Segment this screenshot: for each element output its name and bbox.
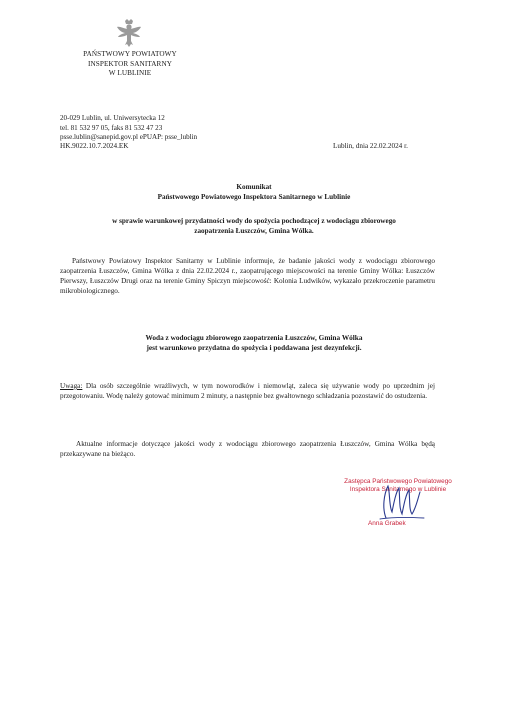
heading-line-2: Państwowego Powiatowego Inspektora Sanitarnego w Lublinie [157, 192, 351, 201]
notice-line-2: jest warunkowo przydatna do spożycia i poddawana jest dezynfekcji. [146, 343, 362, 352]
polish-eagle-emblem-icon [116, 18, 142, 48]
subject-line-2: zaopatrzenia Łuszczów, Gmina Wólka. [194, 226, 314, 235]
institution-line-1: PAŃSTWOWY POWIATOWY [83, 50, 177, 58]
address-line-2: tel. 81 532 97 05, faks 81 532 47 23 [60, 123, 163, 132]
institution-line-2: INSPEKTOR SANITARNY [87, 59, 173, 68]
uwaga-text: Dla osób szczególnie wrażliwych, w tym noworodków i niemowląt, zaleca się używanie wody po uprzednim jej przegotowaniu. Wodę należy gotować minimum 2 minuty, a następnie bez gwałtownego schładzania pozostawić do ostudzenia. [60, 382, 435, 400]
handwritten-signature [372, 478, 432, 524]
body-paragraph-1: Państwowy Powiatowy Inspektor Sanitarny w Lublinie informuje, że badanie jakości wody z wodociągu zbiorowego zaopatrzenia Łuszczów, Gmina Wólka z dnia 22.02.2024 r., zaopatrującego miejscowości na terenie Gminy Wólka: Łuszczów Pierwszy, Łuszczów Drugi oraz na terenie Gminy Spiczyn miejscowość: Kolonia Ludwików, wykazało przekroczenie parametru mikrobiologicznego. [60, 257, 435, 295]
notice-line-1: Woda z wodociągu zbiorowego zaopatrzenia Łuszczów, Gmina Wólka [145, 333, 363, 342]
body-paragraph-2 [60, 381, 435, 401]
water-status-notice [60, 333, 448, 353]
address-line-1: 20-029 Lublin, ul. Uniwersytecka 12 [60, 114, 165, 122]
date-line: Lublin, dnia 22.02.2024 r. [333, 142, 408, 150]
stamp-name: Anna Grabek [368, 520, 406, 527]
reference-number: HK.9022.10.7.2024.EK [60, 142, 129, 150]
institution-line-3: W LUBLINIE [108, 69, 152, 78]
announcement-heading [60, 183, 448, 202]
heading-line-1: Komunikat [236, 183, 272, 191]
uwaga-label: Uwaga: [60, 382, 83, 390]
stamp-line-2: Inspektora Sanitarnego w Lublinie [349, 486, 447, 493]
address-block [60, 114, 197, 143]
stamp-line-1: Zastępca Państwowego Powiatowego [344, 478, 452, 485]
body-paragraph-3: Aktualne informacje dotyczące jakości wody z wodociągu zbiorowego zaopatrzenia Łuszczów, Gmina Wólka będą przekazywane na bieżąco. [60, 440, 435, 458]
address-line-3: psse.lublin@sanepid.gov.pl ePUAP: psse_lublin [60, 133, 198, 142]
announcement-subject [60, 217, 448, 236]
institution-name [62, 50, 198, 79]
subject-line-1: w sprawie warunkowej przydatności wody do spożycia pochodzącej z wodociągu zbiorowego [112, 217, 396, 225]
